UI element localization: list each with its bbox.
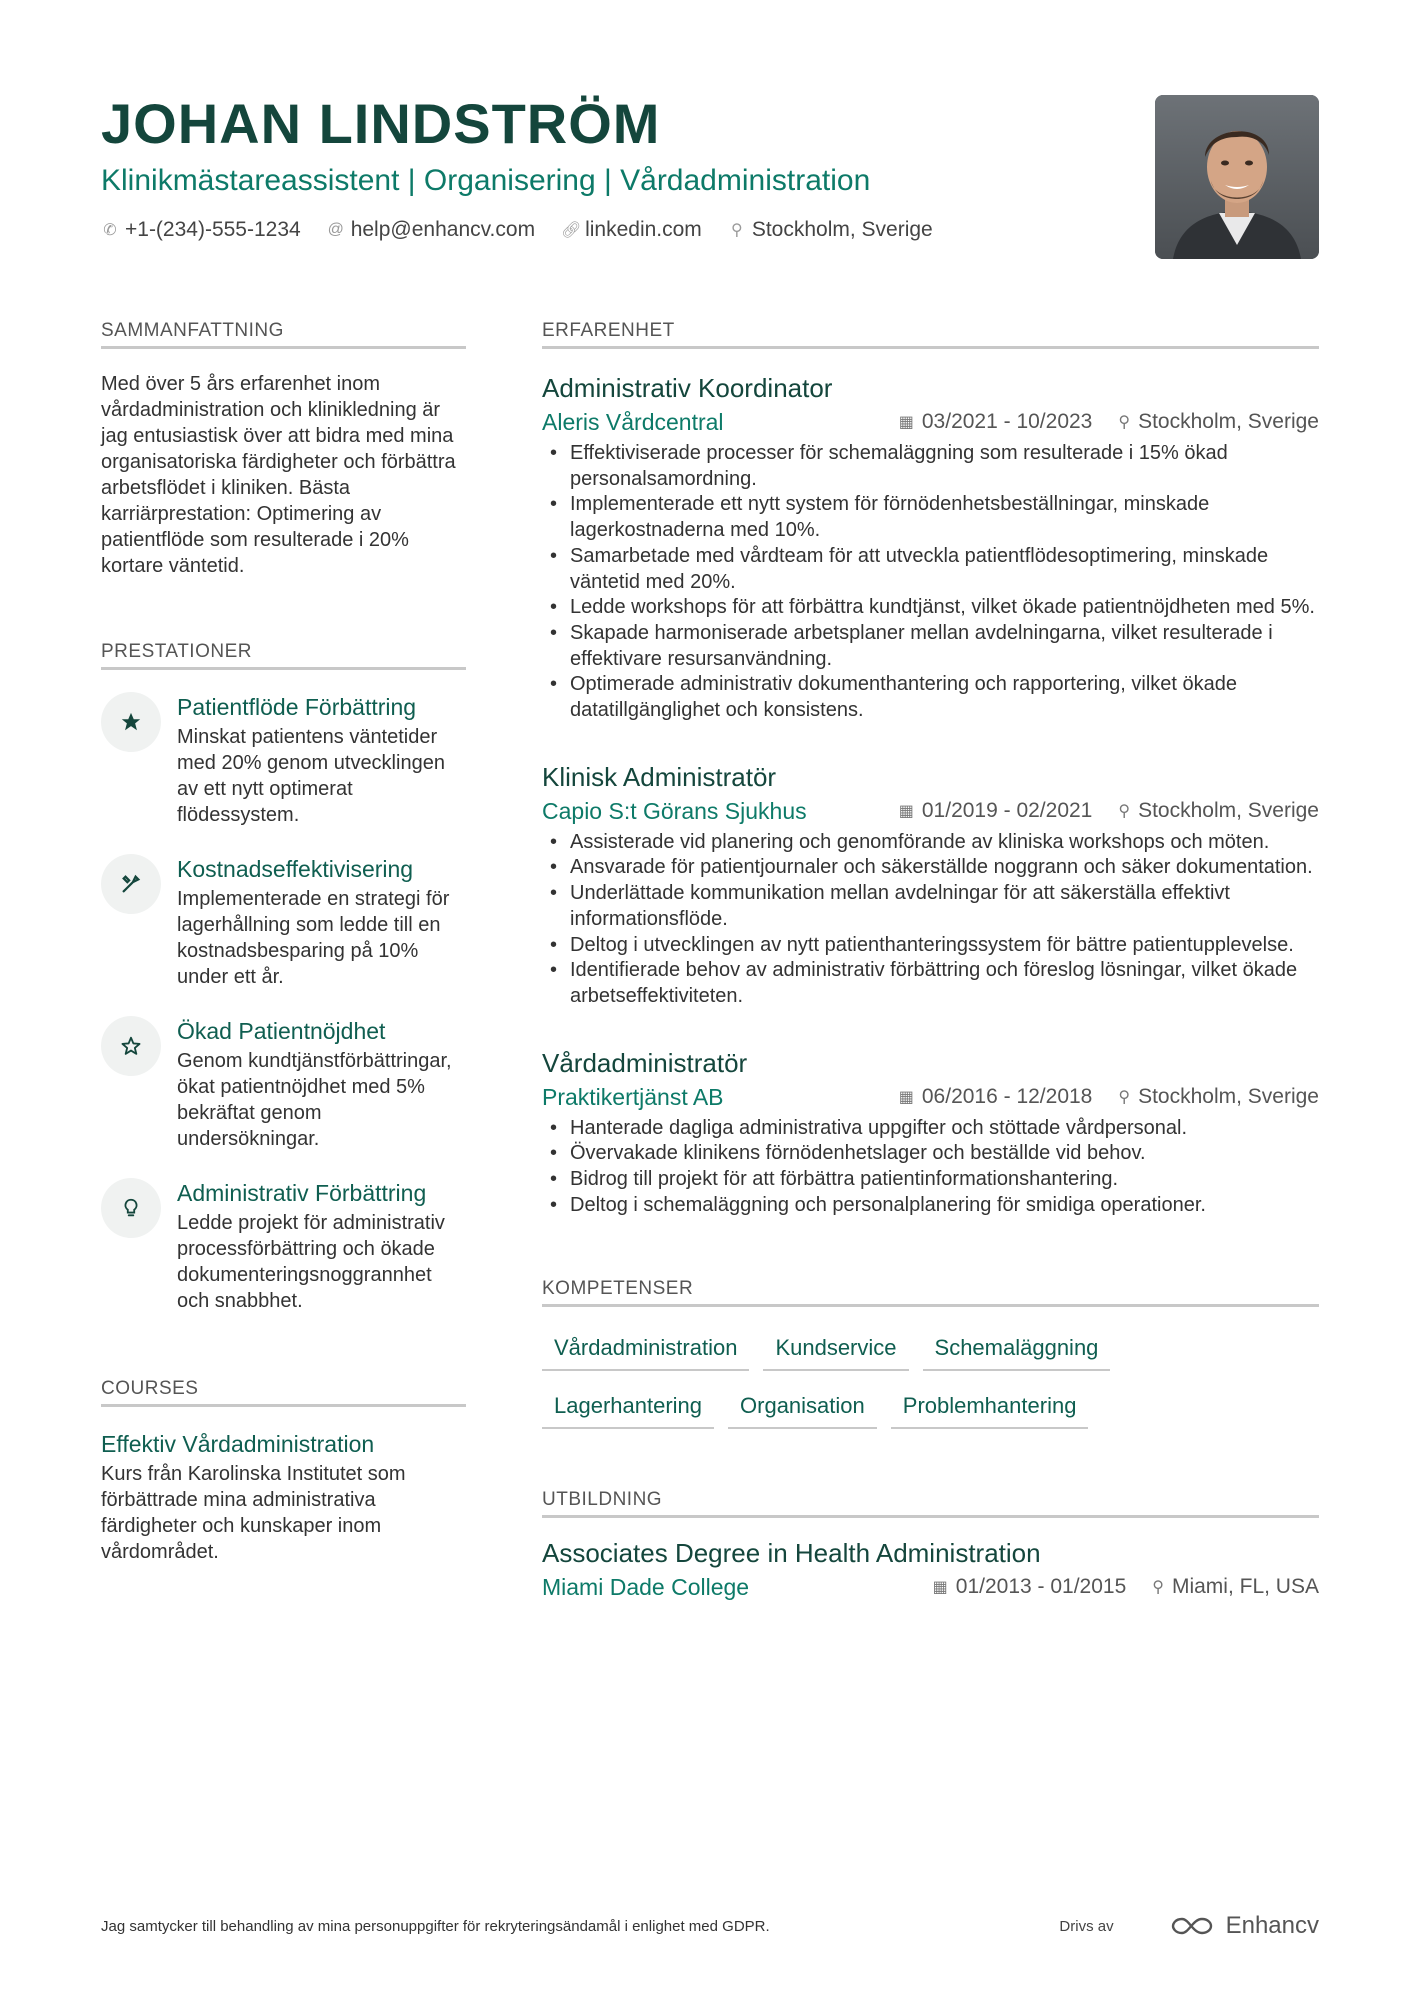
- footer: [101, 1912, 1319, 1940]
- achievement-title: Ökad Patientnöjdhet: [177, 1018, 386, 1044]
- powered-by-label: Drivs av: [1059, 1917, 1114, 1935]
- skills-row-1: [542, 1331, 1319, 1371]
- location-pin-icon: ⚲: [1118, 414, 1131, 431]
- achievement-item: [101, 692, 466, 828]
- achievement-item: [101, 854, 466, 990]
- job-entry: [542, 371, 1319, 724]
- list-item: • Samarbetade med vårdteam för att utveckla patientflödesoptimering, minskade väntetid med 20%.: [542, 544, 1319, 595]
- skill-tag: Organisation: [728, 1389, 877, 1429]
- list-item: • Skapade harmoniserade arbetsplaner mellan avdelningarna, vilket resulterade i effektivare resursanvändning.: [542, 621, 1319, 672]
- list-item: • Deltog i utvecklingen av nytt patienthanteringssystem för bättre patientupplevelse.: [542, 933, 1319, 959]
- brand-name: Enhancv: [1225, 1912, 1319, 1939]
- education-degree: Associates Degree in Health Administration: [542, 1538, 1041, 1569]
- job-company: Aleris Vårdcentral: [542, 409, 724, 435]
- list-item: • Övervakade klinikens förnödenhetslager och beställde vid behov.: [542, 1141, 1319, 1167]
- achievement-desc: Genom kundtjänstförbättringar, ökat patientnöjdhet med 5% bekräftat genom undersökningar.: [177, 1050, 452, 1150]
- right-column: [542, 320, 1319, 1602]
- job-bullets: [542, 1116, 1319, 1219]
- job-dates: 06/2016 - 12/2018: [921, 1084, 1093, 1108]
- job-location: Stockholm, Sverige: [1138, 410, 1319, 433]
- job-title: Klinisk Administratör: [542, 761, 777, 792]
- list-item: • Assisterade vid planering och genomförande av kliniska workshops och möten.: [542, 830, 1319, 856]
- profile-photo-illustration: [1155, 95, 1319, 259]
- lightbulb-icon: [101, 1178, 161, 1238]
- course-desc: Kurs från Karolinska Institutet som förbättrade mina administrativa färdigheter och kunskaper inom vårdområdet.: [101, 1463, 406, 1563]
- list-item: • Identifierade behov av administrativ förbättring och föreslog lösningar, vilket ökade arbetseffektiviteten.: [542, 958, 1319, 1009]
- list-item: • Optimerade administrativ dokumenthantering och rapportering, vilket ökade datatillgänglighet och konsistens.: [542, 672, 1319, 723]
- link-icon: 🔗︎: [561, 222, 582, 239]
- achievement-desc: Implementerade en strategi för lagerhållning som ledde till en kostnadsbesparing på 10% under ett år.: [177, 888, 450, 988]
- location-pin-icon: ⚲: [1118, 1088, 1131, 1106]
- contact-linkedin[interactable]: [561, 218, 702, 242]
- phone-text: +1-(234)-555-1234: [125, 218, 301, 241]
- achievement-title: Administrativ Förbättring: [177, 1180, 427, 1206]
- education-heading: UTBILDNING: [542, 1489, 1319, 1518]
- skills-row-2: [542, 1389, 1319, 1429]
- list-item: • Deltog i schemaläggning och personalplanering för smidiga operationer.: [542, 1193, 1319, 1219]
- job-location: Stockholm, Sverige: [1138, 798, 1319, 822]
- email-text: help@enhancv.com: [350, 218, 536, 241]
- achievement-item: [101, 1016, 466, 1152]
- location-pin-icon: ⚲: [1118, 802, 1131, 820]
- skill-tag: Problemhantering: [891, 1389, 1089, 1429]
- skill-tag: Lagerhantering: [542, 1389, 714, 1429]
- list-item: • Underlättade kommunikation mellan avdelningar för att säkerställa effektivt informationsflöde.: [542, 881, 1319, 932]
- location-pin-icon: ⚲: [730, 222, 743, 239]
- location-text: Stockholm, Sverige: [751, 218, 933, 241]
- achievement-title: Patientflöde Förbättring: [177, 694, 417, 720]
- list-item: • Bidrog till projekt för att förbättra patientinformationshantering.: [542, 1167, 1319, 1193]
- experience-section: [542, 320, 1319, 1218]
- job-entry: [542, 1046, 1319, 1219]
- contact-location: [728, 218, 933, 242]
- achievement-desc: Ledde projekt för administrativ processförbättring och ökade dokumenteringsnoggrannhet och snabbhet.: [177, 1212, 445, 1312]
- resume-header: [101, 92, 1161, 242]
- brand-logo[interactable]: [1170, 1912, 1319, 1940]
- contact-email[interactable]: [327, 218, 535, 242]
- calendar-icon: ▦: [898, 414, 914, 431]
- summary-section: [101, 320, 466, 579]
- phone-icon: ✆: [103, 222, 117, 239]
- list-item: • Ledde workshops för att förbättra kundtjänst, vilket ökade patientnöjdheten med 5%.: [542, 595, 1319, 621]
- job-bullets: [542, 441, 1319, 724]
- achievement-desc: Minskat patientens väntetider med 20% genom utvecklingen av ett nytt optimerat flödessystem.: [177, 726, 445, 826]
- left-column: [101, 320, 466, 1565]
- calendar-icon: ▦: [898, 1088, 914, 1106]
- education-section: [542, 1489, 1319, 1602]
- infinity-icon: [1170, 1915, 1216, 1937]
- job-bullets: [542, 830, 1319, 1010]
- contact-phone[interactable]: [101, 218, 301, 242]
- achievements-heading: PRESTATIONER: [101, 641, 466, 670]
- job-title: Vårdadministratör: [542, 1047, 748, 1078]
- experience-heading: ERFARENHET: [542, 320, 1319, 349]
- job-title: Administrativ Koordinator: [542, 373, 833, 403]
- achievements-section: [101, 641, 466, 1314]
- job-location: Stockholm, Sverige: [1138, 1084, 1319, 1108]
- job-company: Praktikertjänst AB: [542, 1083, 724, 1110]
- calendar-icon: ▦: [898, 802, 914, 820]
- list-item: • Implementerade ett nytt system för förnödenhetsbeställningar, minskade lagerkostnaderna med 10%.: [542, 492, 1319, 543]
- job-company: Capio S:t Görans Sjukhus: [542, 797, 807, 824]
- achievement-item: [101, 1178, 466, 1314]
- education-dates: 01/2013 - 01/2015: [955, 1575, 1127, 1599]
- skills-heading: KOMPETENSER: [542, 1278, 1319, 1307]
- star-outline-icon: [101, 1016, 161, 1076]
- candidate-name: JOHAN LINDSTRÖM: [101, 92, 661, 155]
- gdpr-consent: Jag samtycker till behandling av mina personuppgifter för rekryteringsändamål i enlighet med GDPR.: [101, 1917, 770, 1935]
- skill-tag: Schemaläggning: [923, 1331, 1111, 1371]
- list-item: • Hanterade dagliga administrativa uppgifter och stöttade vårdpersonal.: [542, 1116, 1319, 1142]
- summary-text: Med över 5 års erfarenhet inom vårdadministration och klinikledning är jag entusiastisk över att bidra med mina organisatoriska färdigheter och förbättra arbetsflödet i kliniken. Bästa karriärprestation: Optimering av patientflöde som resulterade i 20% kortare väntetid.: [101, 373, 456, 577]
- job-dates: 03/2021 - 10/2023: [921, 410, 1093, 433]
- profile-photo: [1155, 95, 1319, 259]
- contact-row: [101, 218, 1161, 242]
- course-title: Effektiv Vårdadministration: [101, 1431, 375, 1457]
- list-item: • Effektiviserade processer för schemaläggning som resulterade i 15% ökad personalsamordning.: [542, 441, 1319, 492]
- job-entry: [542, 760, 1319, 1010]
- at-icon: @: [327, 221, 344, 238]
- list-item: • Ansvarade för patientjournaler och säkerställde noggrann och säker dokumentation.: [542, 855, 1319, 881]
- tools-icon: [101, 854, 161, 914]
- skill-tag: Vårdadministration: [542, 1331, 749, 1371]
- courses-heading: COURSES: [101, 1378, 466, 1407]
- education-location: Miami, FL, USA: [1171, 1575, 1319, 1599]
- job-dates: 01/2019 - 02/2021: [921, 798, 1093, 822]
- education-school: Miami Dade College: [542, 1574, 750, 1601]
- linkedin-text: linkedin.com: [585, 218, 702, 241]
- skill-tag: Kundservice: [763, 1331, 908, 1371]
- calendar-icon: ▦: [932, 1579, 948, 1597]
- courses-section: [101, 1378, 466, 1565]
- location-pin-icon: ⚲: [1152, 1579, 1164, 1597]
- headline: Klinikmästareassistent | Organisering | Vårdadministration: [101, 164, 871, 197]
- summary-heading: SAMMANFATTNING: [101, 320, 466, 349]
- star-icon: [101, 692, 161, 752]
- achievement-title: Kostnadseffektivisering: [177, 856, 414, 882]
- skills-section: [542, 1278, 1319, 1429]
